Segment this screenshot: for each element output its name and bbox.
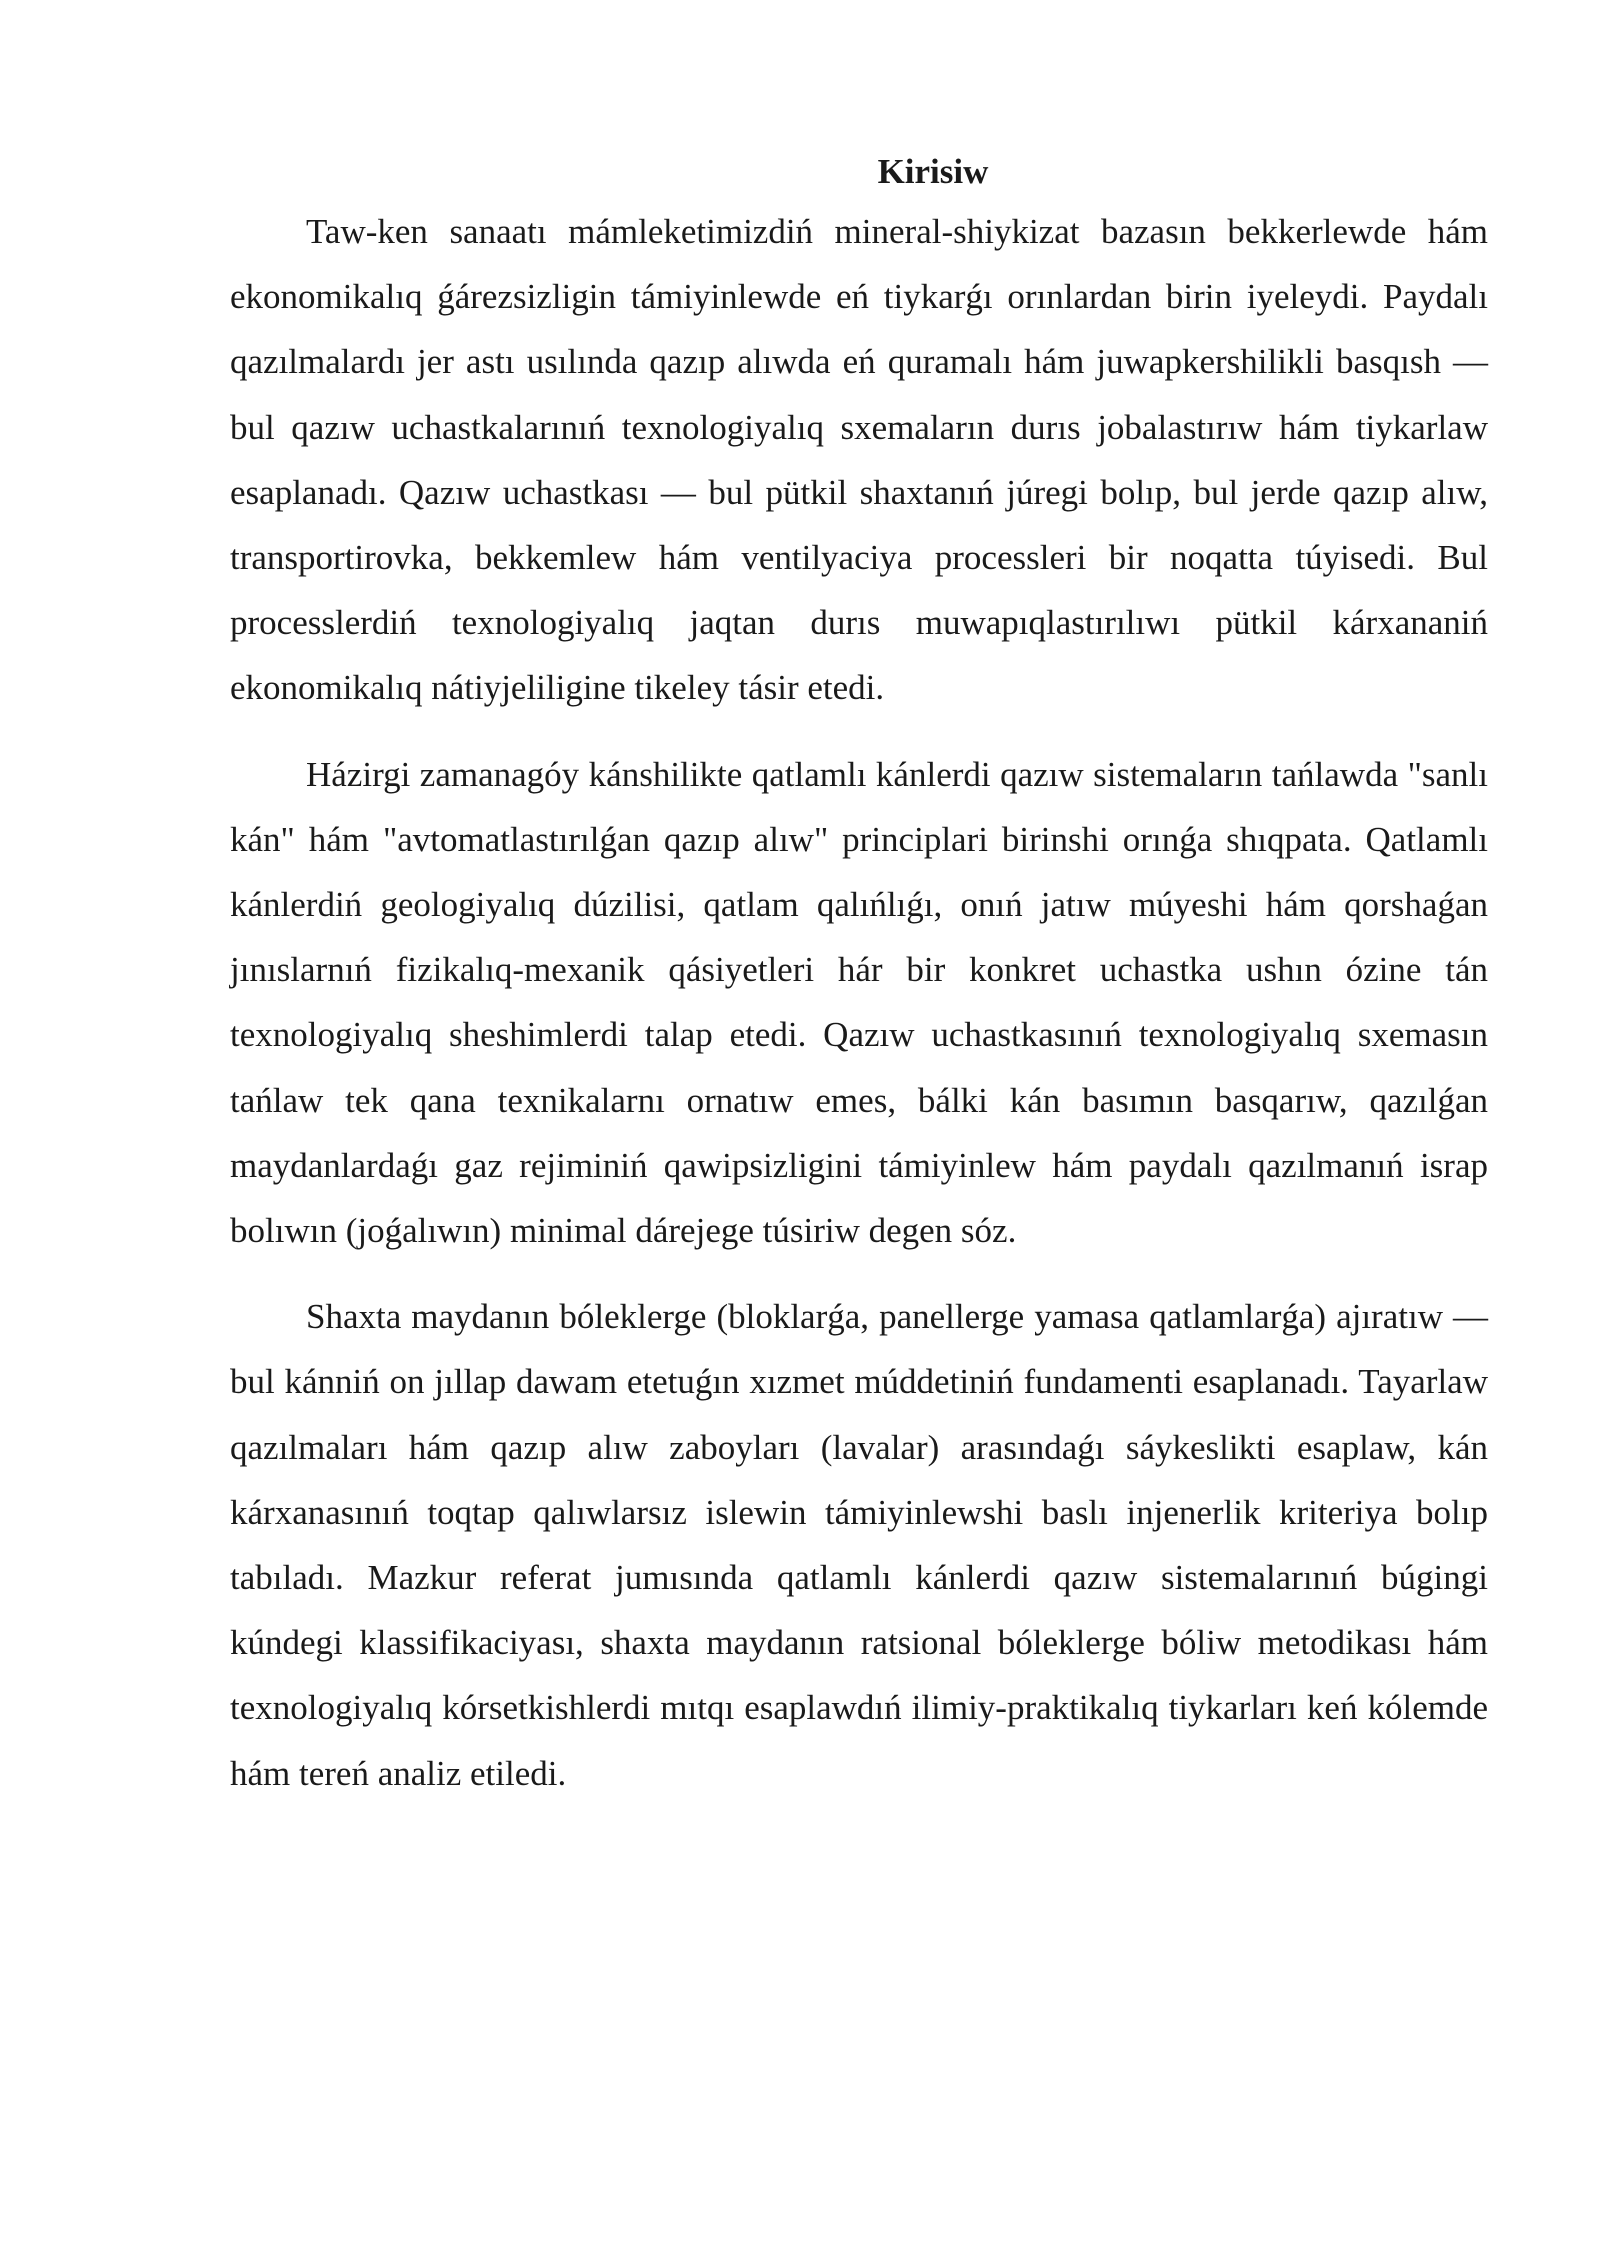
document-body: [230, 148, 1488, 1806]
page-title: Kirisiw: [877, 152, 989, 191]
paragraph-2: Házirgi zamanagóy kánshilikte qatlamlı kánlerdi qazıw sistemaların tańlawda "sanlı kán" hám "avtomatlastırılǵan qazıp alıw" principlari birinshi orınǵa shıqpata. Qatlamlı kánlerdiń geologiyalıq dúzilisi, qatlam qalıńlıǵı, onıń jatıw múyeshi hám qorshaǵan jınıslarnıń fizikalıq-mexanik qásiyetleri hár bir konkret uchastka ushın ózine tán texnologiyalıq sheshimlerdi talap etedi. Qazıw uchastkasınıń texnologiyalıq sxemasın tańlaw tek qana texnikalarnı ornatıw emes, bálki kán basımın basqarıw, qazılǵan maydanlardaǵı gaz rejiminiń qawipsizligini támiyinlew hám paydalı qazılmanıń israp bolıwın (joǵalıwın) minimal dárejege túsiriw degen sóz.: [230, 754, 1488, 1251]
paragraph-3: Shaxta maydanın bóleklerge (bloklarǵa, panellerge yamasa qatlamlarǵa) ajıratıw — bul kánniń on jıllap dawam etetuǵın xızmet múddetiniń fundamenti esaplanadı. Tayarlaw qazılmaları hám qazıp alıw zaboyları (lavalar) arasındaǵı sáykeslikti esaplaw, kán kárxanasınıń toqtap qalıwlarsız islewin támiyinlewshi baslı injenerlik kriteriya bolıp tabıladı. Mazkur referat jumısında qatlamlı kánlerdi qazıw sistemalarınıń búgingi kúndegi klassifikaciyası, shaxta maydanın ratsional bóleklerge bóliw metodikası hám texnologiyalıq kórsetkishlerdi mıtqı esaplawdıń ilimiy-praktikalıq tiykarları keń kólemde hám tereń analiz etiledi.: [230, 1297, 1488, 1793]
paragraph-1: Taw-ken sanaatı mámleketimizdiń mineral-shiykizat bazasın bekkerlewde hám ekonomikalıq ǵárezsizligin támiyinlewde eń tiykarǵı orınlardan birin iyeleydi. Paydalı qazılmalardı jer astı usılında qazıp alıwda eń quramalı hám juwapkershilikli basqısh — bul qazıw uchastkalarınıń texnologiyalıq sxemaların durıs jobalastırıw hám tiykarlaw esaplanadı. Qazıw uchastkası — bul pütkil shaxtanıń júregi bolıp, bul jerde qazıp alıw, transportirovka, bekkemlew hám ventilyaciya processleri bir noqatta túyisedi. Bul processlerdiń texnologiyalıq jaqtan durıs muwapıqlastırılıwı pütkil kárxananiń ekonomikalıq nátiyjeliligine tikeley tásir etedi.: [230, 212, 1488, 708]
